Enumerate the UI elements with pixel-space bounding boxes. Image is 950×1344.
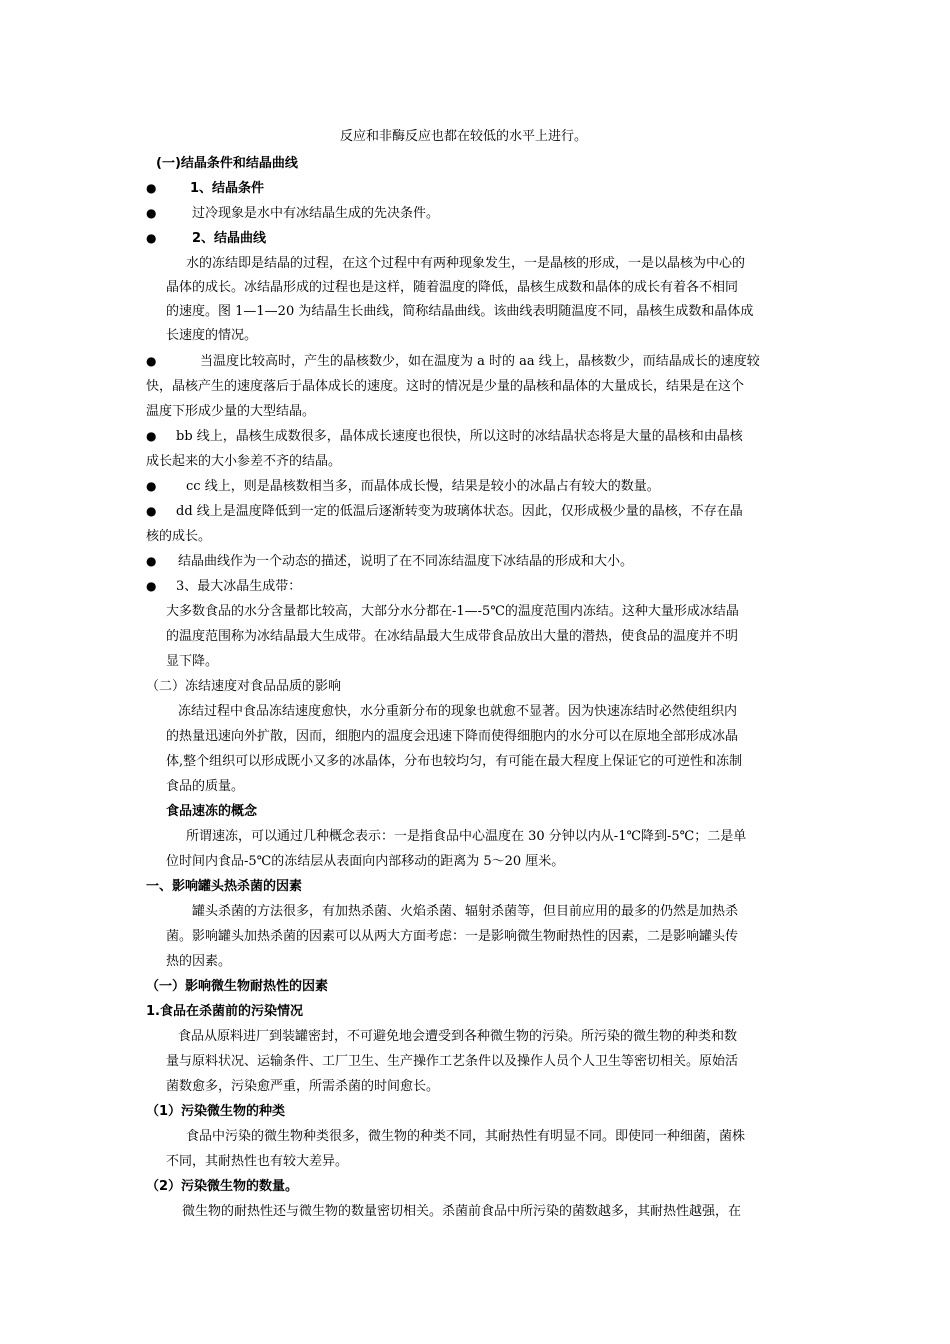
bullet-icon: ● xyxy=(146,579,157,593)
bullet-icon: ● xyxy=(146,504,157,518)
list-item: cc 线上，则是晶核数相当多，而晶体成长慢，结果是较小的冰晶占有较大的数量。 xyxy=(186,479,660,494)
text-line: 菌。影响罐头加热杀菌的因素可以从两大方面考虑：一是影响微生物耐热性的因素，二是影响罐头传 xyxy=(166,929,739,944)
text-line: 的速度。图 1—1—20 为结晶生长曲线，简称结晶曲线。该曲线表明随温度不同，晶核生成数和晶体成 xyxy=(166,304,754,319)
list-item: dd 线上是温度降低到一定的低温后逐渐转变为玻璃体状态。因此，仅形成极少量的晶核，不存在晶 xyxy=(176,504,743,519)
text-line: 显下降。 xyxy=(166,654,219,669)
text-line: 晶体的成长。冰结晶形成的过程也是这样，随着温度的降低，晶核生成数和晶体的成长有着各不相同 xyxy=(166,280,739,295)
section-heading: （1）污染微生物的种类 xyxy=(146,1104,286,1119)
text-line: 大多数食品的水分含量都比较高，大部分水分都在-1—-5℃的温度范围内冻结。这种大量形成冰结晶 xyxy=(166,604,739,619)
text-line: 不同，其耐热性也有较大差异。 xyxy=(166,1154,349,1169)
text-line: 的温度范围称为冰结晶最大生成带。在冰结晶最大生成带食品放出大量的潜热，使食品的温度并不明 xyxy=(166,629,739,644)
section-heading: (一)结晶条件和结晶曲线 xyxy=(156,156,298,171)
section-heading: （2）污染微生物的数量。 xyxy=(146,1179,299,1194)
list-item: 过冷现象是水中有冰结晶生成的先决条件。 xyxy=(192,206,440,221)
text-line: 所谓速冻，可以通过几种概念表示：一是指食品中心温度在 30 分钟以内从-1℃降到-5℃；二是单 xyxy=(186,829,747,844)
text-line: 微生物的耐热性还与微生物的数量密切相关。杀菌前食品中所污染的菌数越多，其耐热性越强，在 xyxy=(182,1204,742,1219)
section-heading: 1.食品在杀菌前的污染情况 xyxy=(146,1004,303,1019)
list-item: 3、最大冰晶生成带： xyxy=(176,579,302,594)
text-line: 菌数愈多，污染愈严重，所需杀菌的时间愈长。 xyxy=(166,1079,440,1094)
text-line: 位时间内食品-5℃的冻结层从表面向内部移动的距离为 5～20 厘米。 xyxy=(166,854,565,869)
text-line: 食品中污染的微生物种类很多，微生物的种类不同，其耐热性有明显不同。即使同一种细菌，菌株 xyxy=(186,1129,746,1144)
section-heading: 一、影响罐头热杀菌的因素 xyxy=(146,879,303,894)
text-line: 罐头杀菌的方法很多，有加热杀菌、火焰杀菌、辐射杀菌等，但目前应用的最多的仍然是加热杀 xyxy=(192,904,739,919)
list-item: 2、结晶曲线 xyxy=(192,231,267,246)
bullet-icon: ● xyxy=(146,231,157,245)
text-line: 长速度的情况。 xyxy=(166,328,258,343)
text-line: 冻结过程中食品冻结速度愈快，水分重新分布的现象也就愈不显著。因为快速冻结时必然使组织内 xyxy=(178,704,738,719)
bullet-icon: ● xyxy=(146,354,157,368)
text-line: 热的因素。 xyxy=(166,954,232,969)
text-line: 体,整个组织可以形成既小又多的冰晶体，分布也较均匀，有可能在最大程度上保证它的可逆性和冻制 xyxy=(166,754,743,769)
bullet-icon: ● xyxy=(146,206,157,220)
text-line: 成长起来的大小参差不齐的结晶。 xyxy=(146,454,342,469)
section-heading: 食品速冻的概念 xyxy=(166,804,258,819)
text-line: 核的成长。 xyxy=(146,529,212,544)
text-line: 的热量迅速向外扩散，因而，细胞内的温度会迅速下降而使得细胞内的水分可以在原地全部形成冰晶 xyxy=(166,729,739,744)
text-line: 水的冻结即是结晶的过程，在这个过程中有两种现象发生，一是晶核的形成，一是以晶核为中心的 xyxy=(186,256,746,271)
section-heading: （一）影响微生物耐热性的因素 xyxy=(146,979,329,994)
text-line: 量与原料状况、运输条件、工厂卫生、生产操作工艺条件以及操作人员个人卫生等密切相关。原始活 xyxy=(166,1054,739,1069)
list-item: 当温度比较高时，产生的晶核数少，如在温度为 a 时的 aa 线上，晶核数少，而结晶成长的速度较 xyxy=(200,354,760,369)
bullet-icon: ● xyxy=(146,554,157,568)
text-line: 快，晶核产生的速度落后于晶体成长的速度。这时的情况是少量的晶核和晶体的大量成长，结果是在这个 xyxy=(146,379,745,394)
section-heading: （二）冻结速度对食品品质的影响 xyxy=(146,679,342,694)
list-item: bb 线上，晶核生成数很多，晶体成长速度也很快，所以这时的冰结晶状态将是大量的晶核和由晶核 xyxy=(176,429,743,444)
text-line: 食品从原料进厂到装罐密封，不可避免地会遭受到各种微生物的污染。所污染的微生物的种类和数 xyxy=(178,1029,738,1044)
text-line: 反应和非酶反应也都在较低的水平上进行。 xyxy=(340,129,588,144)
list-item: 结晶曲线作为一个动态的描述，说明了在不同冻结温度下冰结晶的形成和大小。 xyxy=(178,554,634,569)
list-item: 1、结晶条件 xyxy=(190,181,265,196)
bullet-icon: ● xyxy=(146,479,157,493)
bullet-icon: ● xyxy=(146,429,157,443)
text-line: 温度下形成少量的大型结晶。 xyxy=(146,404,316,419)
bullet-icon: ● xyxy=(146,181,157,195)
text-line: 食品的质量。 xyxy=(166,779,245,794)
